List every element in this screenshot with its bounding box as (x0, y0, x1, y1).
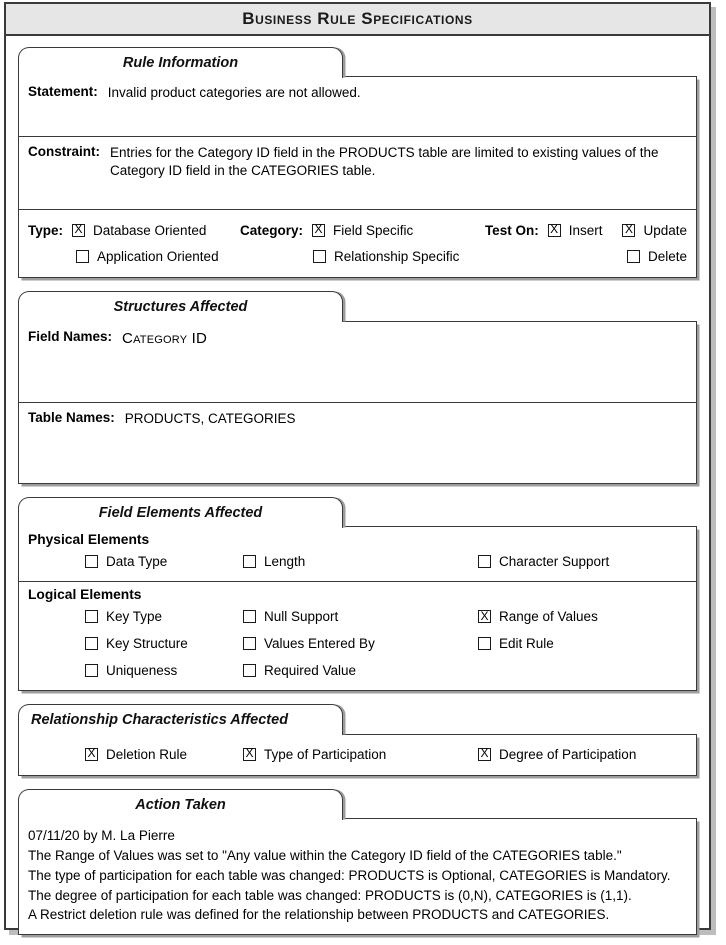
constraint-value (110, 144, 659, 180)
logical-elements-row (28, 657, 687, 684)
physical-elements-row (28, 548, 687, 575)
checkbox-required-value[interactable] (243, 663, 356, 678)
checkbox-box-icon[interactable] (85, 637, 98, 650)
row-type-category-teston (19, 210, 696, 277)
checkbox-label: Key Type (106, 609, 163, 625)
checkbox-insert[interactable] (548, 223, 603, 238)
panel-structures-affected (18, 321, 697, 484)
checkbox-character-support[interactable] (478, 554, 609, 569)
row-table-names (19, 403, 696, 483)
action-line: The Range of Values was set to "Any value within the Category ID field of the CATEGORIES table." (28, 847, 622, 863)
constraint-line-2: Category ID field in the CATEGORIES table. (110, 163, 376, 179)
checkbox-label: Length (264, 554, 306, 570)
tab-label: Action Taken (135, 796, 226, 813)
section-relationship-characteristics-affected (18, 704, 697, 775)
checkbox-label: Delete (647, 248, 687, 264)
action-line: A Restrict deletion rule was defined for the relationship between PRODUCTS and CATEGORIES. (28, 907, 610, 923)
panel-action-taken (18, 818, 697, 935)
checkbox-label: Relationship Specific (334, 248, 460, 264)
checkbox-key-structure[interactable] (85, 636, 188, 651)
form-frame (4, 2, 711, 930)
row-field-names (19, 322, 696, 403)
checkbox-edit-rule[interactable] (478, 636, 554, 651)
checkbox-label: Uniqueness (106, 663, 178, 679)
type-row-primary (28, 217, 687, 243)
checkbox-box-icon[interactable] (243, 555, 256, 568)
checkbox-label: Insert (568, 222, 603, 238)
checkbox-deletion-rule[interactable] (85, 747, 187, 762)
checkbox-label: Character Support (499, 554, 610, 570)
checkbox-label: Degree of Participation (499, 746, 637, 762)
checkbox-box-icon[interactable] (478, 610, 491, 623)
checkbox-label: Update (643, 222, 687, 238)
section-action-taken (18, 789, 697, 936)
checkbox-box-icon[interactable] (622, 224, 635, 237)
checkbox-key-type[interactable] (85, 609, 162, 624)
checkbox-label: Field Specific (333, 222, 414, 238)
checkbox-box-icon[interactable] (313, 250, 326, 263)
logical-elements-heading: Logical Elements (28, 587, 142, 603)
tab-label: Structures Affected (113, 299, 248, 316)
panel-rule-information (18, 76, 697, 278)
checkbox-label: Application Oriented (97, 248, 219, 264)
field-names-label: Field Names: (28, 328, 113, 344)
relationship-characteristics-row (28, 741, 687, 768)
checkbox-box-icon[interactable] (627, 250, 640, 263)
checkbox-range-of-values[interactable] (478, 609, 598, 624)
form-body (6, 36, 709, 945)
tab-label: Rule Information (122, 55, 239, 71)
checkbox-box-icon[interactable] (548, 224, 561, 237)
row-constraint (19, 137, 696, 210)
action-taken-text (19, 819, 696, 934)
action-line: The degree of participation for each table was changed: PRODUCTS is (0,N), CATEGORIES is (1,1). (28, 887, 632, 903)
checkbox-label: Range of Values (499, 609, 598, 625)
checkbox-delete[interactable] (627, 249, 687, 264)
checkbox-label: Data Type (106, 554, 168, 570)
table-names-value: PRODUCTS, CATEGORIES (124, 410, 296, 426)
field-names-value: Category ID (122, 329, 208, 347)
category-label: Category: (240, 222, 304, 238)
checkbox-box-icon[interactable] (243, 637, 256, 650)
section-structures-affected (18, 291, 697, 483)
statement-value: Invalid product categories are not allowed. (107, 85, 361, 101)
tab-relationship-characteristics-affected (18, 704, 343, 735)
checkbox-box-icon[interactable] (85, 748, 98, 761)
panel-field-elements-affected (18, 526, 697, 691)
checkbox-label: Deletion Rule (106, 746, 188, 762)
checkbox-box-icon[interactable] (312, 224, 325, 237)
checkbox-label: Edit Rule (499, 636, 554, 652)
form-title-bar (6, 4, 709, 36)
tab-structures-affected (18, 291, 343, 322)
tab-label: Field Elements Affected (98, 504, 263, 521)
statement-label: Statement: (28, 84, 98, 100)
checkbox-length[interactable] (243, 554, 305, 569)
checkbox-box-icon[interactable] (76, 250, 89, 263)
checkbox-box-icon[interactable] (72, 224, 85, 237)
checkbox-box-icon[interactable] (478, 637, 491, 650)
checkbox-label: Required Value (264, 663, 357, 679)
section-rule-information (18, 47, 697, 278)
action-line: The type of participation for each table was changed: PRODUCTS is Optional, CATEGORIES is Mandatory. (28, 867, 671, 883)
checkbox-box-icon[interactable] (85, 664, 98, 677)
checkbox-data-type[interactable] (85, 554, 167, 569)
page-title: Business Rule Specifications (242, 9, 473, 28)
tab-field-elements-affected (18, 497, 343, 528)
tab-action-taken (18, 789, 343, 820)
constraint-label: Constraint: (28, 144, 100, 160)
checkbox-values-entered-by[interactable] (243, 636, 375, 651)
checkbox-label: Null Support (264, 609, 339, 625)
checkbox-type-of-participation[interactable] (243, 747, 386, 762)
physical-elements-heading: Physical Elements (28, 532, 150, 548)
type-row-secondary (28, 243, 687, 269)
panel-relationship-characteristics-affected (18, 734, 697, 776)
tab-rule-information (18, 47, 343, 78)
checkbox-label: Type of Participation (264, 746, 387, 762)
checkbox-relationship-specific[interactable] (313, 249, 459, 264)
row-statement (19, 77, 696, 137)
row-logical-elements (19, 582, 696, 690)
checkbox-update[interactable] (622, 223, 687, 238)
checkbox-box-icon[interactable] (243, 748, 256, 761)
checkbox-box-icon[interactable] (478, 748, 491, 761)
checkbox-label: Database Oriented (93, 222, 207, 238)
checkbox-box-icon[interactable] (243, 664, 256, 677)
action-line: 07/11/20 by M. La Pierre (28, 828, 175, 844)
checkbox-label: Values Entered By (264, 636, 375, 652)
table-names-label: Table Names: (28, 409, 115, 425)
checkbox-box-icon[interactable] (478, 555, 491, 568)
checkbox-box-icon[interactable] (243, 610, 256, 623)
checkbox-field-specific[interactable] (312, 223, 413, 238)
type-label: Type: (28, 222, 64, 238)
logical-elements-row (28, 603, 687, 630)
checkbox-box-icon[interactable] (85, 610, 98, 623)
checkbox-box-icon[interactable] (85, 555, 98, 568)
checkbox-database-oriented[interactable] (72, 223, 206, 238)
test-on-label: Test On: (484, 222, 539, 238)
section-field-elements-affected (18, 497, 697, 691)
checkbox-uniqueness[interactable] (85, 663, 177, 678)
checkbox-application-oriented[interactable] (76, 249, 219, 264)
logical-elements-row (28, 630, 687, 657)
checkbox-null-support[interactable] (243, 609, 338, 624)
constraint-line-1: Entries for the Category ID field in the PRODUCTS table are limited to existing values of the (110, 145, 659, 161)
tab-label: Relationship Characteristics Affected (31, 712, 289, 729)
checkbox-label: Key Structure (106, 636, 188, 652)
checkbox-degree-of-participation[interactable] (478, 747, 636, 762)
row-physical-elements (19, 527, 696, 582)
